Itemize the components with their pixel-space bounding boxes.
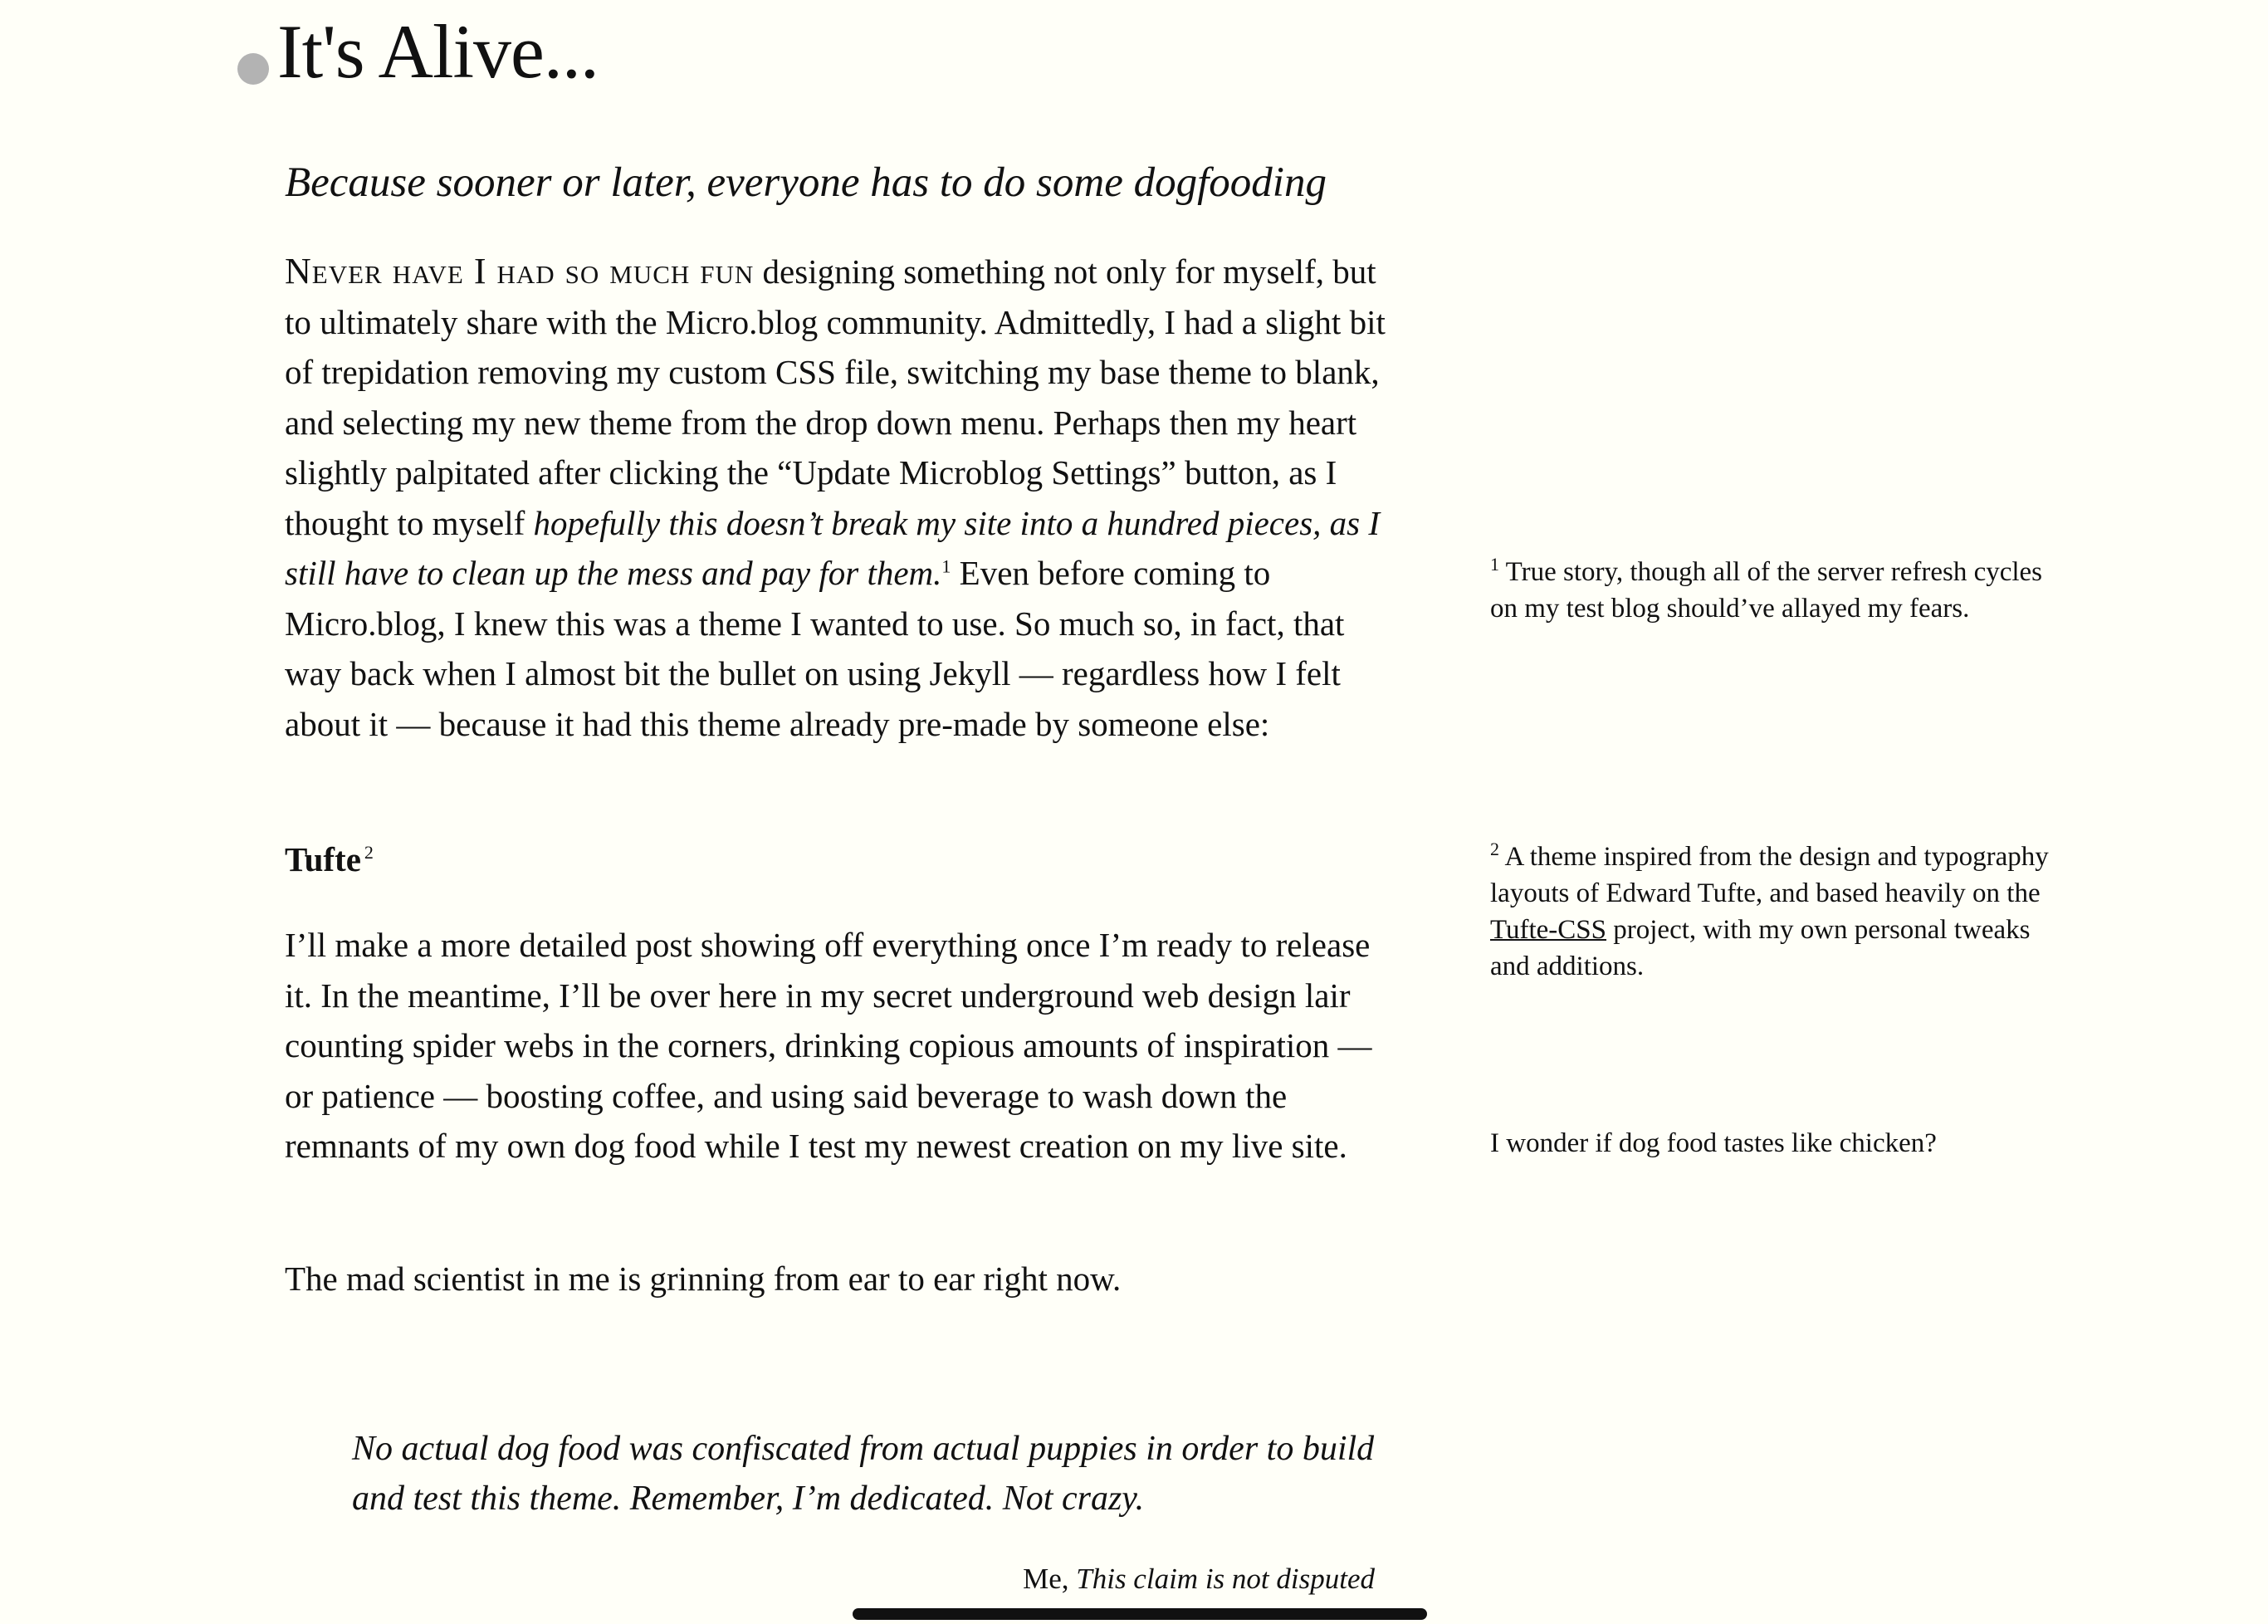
sidenote-2-text-before: A theme inspired from the design and typography layouts of Edward Tufte, and based heavily on the xyxy=(1490,842,2049,908)
main-column-body xyxy=(285,920,1389,1172)
epigraph-quote: No actual dog food was confiscated from actual puppies in order to build and test this theme. Remember, I’m dedicated. Not crazy. xyxy=(352,1430,1375,1518)
intro-paragraph xyxy=(285,247,1389,749)
intro-paragraph-italic: hopefully this doesn’t break my site into a hundred pieces, as I still have to clean up the mess and pay for them. xyxy=(285,503,1381,592)
tufte-heading-text: Tufte xyxy=(285,840,361,878)
body-paragraph-2: I’ll make a more detailed post showing off everything once I’m ready to release it. In the meantime, I’ll be over here in my secret underground web design lair counting spider webs in the corners, drinking copious amounts of inspiration — or patience — boosting coffee, and using said beverage to wash down the remnants of my own dog food while I test my newest creation on my live site. xyxy=(285,926,1372,1165)
tufte-heading xyxy=(285,834,1389,884)
sidenote-1-text: True story, though all of the server refresh cycles on my test blog should’ve allayed my fears. xyxy=(1490,557,2043,624)
page-title: It's Alive... xyxy=(277,9,599,94)
intro-paragraph-end: Even before coming to Micro.blog, I knew this was a theme I wanted to use. So much so, in fact, that way back when I almost bit the bullet on using Jekyll — regardless how I felt about it — because it had this theme already pre-made by someone else: xyxy=(285,554,1345,743)
sidenote-2-text-after: project, with my own personal tweaks and additions. xyxy=(1490,915,2031,981)
tufte-section xyxy=(285,834,1389,884)
intro-paragraph-text: designing something not only for myself, but to ultimately share with the Micro.blog community. Admittedly, I had a slight bit of trepidation removing my custom CSS file, switching my base theme to blank, and selecting my new theme from the drop down menu. Perhaps then my heart slightly palpitated after clicking the “Update Microblog Settings” button, as I thought to myself xyxy=(285,252,1386,542)
sidenote-1 xyxy=(1490,554,2055,627)
sidenote-1-number: 1 xyxy=(1490,554,1499,575)
page-subtitle: Because sooner or later, everyone has to do some dogfooding xyxy=(285,159,1327,206)
title-row xyxy=(237,8,599,96)
tufte-css-link[interactable]: Tufte-CSS xyxy=(1490,915,1607,945)
attribution-source: This claim is not disputed xyxy=(1076,1563,1375,1595)
margin-note: I wonder if dog food tastes like chicken? xyxy=(1490,1128,1937,1158)
title-bullet-icon xyxy=(237,53,269,85)
footnote-ref-2[interactable]: 2 xyxy=(364,842,374,863)
footnote-ref-1[interactable]: 1 xyxy=(941,555,951,577)
attribution-name: Me, xyxy=(1023,1563,1069,1595)
sidenote-2-number: 2 xyxy=(1490,839,1499,859)
intro-smallcaps: Never have I had so much fun xyxy=(285,251,755,291)
home-indicator-bar[interactable] xyxy=(853,1608,1427,1620)
sidenote-2 xyxy=(1490,839,2055,985)
body-paragraph-3: The mad scientist in me is grinning from ear to ear right now. xyxy=(285,1260,1122,1298)
main-column-intro xyxy=(285,247,1389,749)
epigraph-attribution xyxy=(1023,1559,1375,1599)
main-column-closing xyxy=(285,1254,1389,1304)
